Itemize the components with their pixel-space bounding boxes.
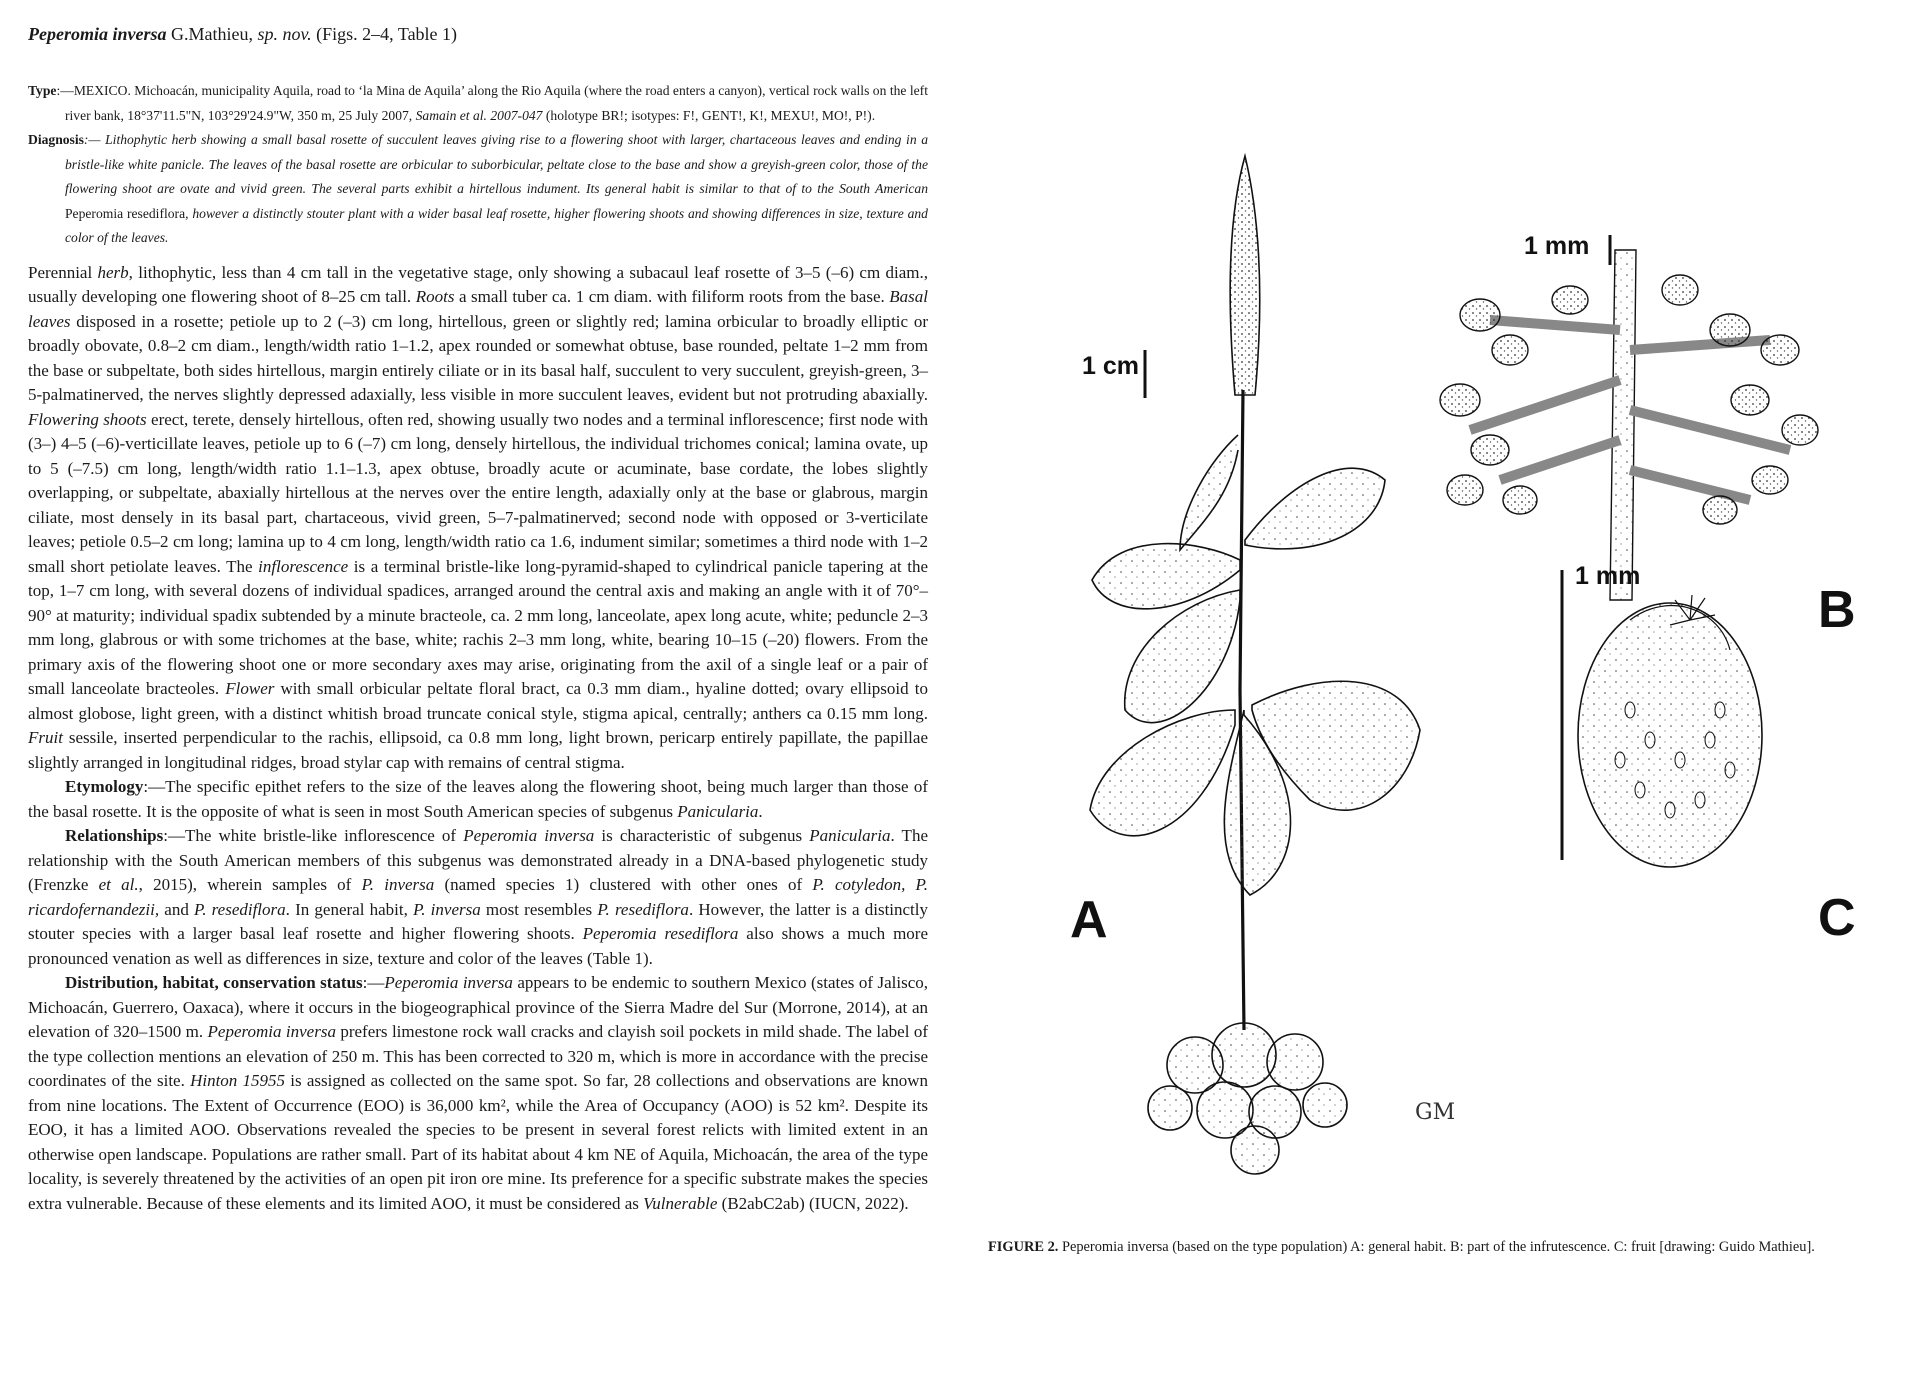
type-paragraph	[28, 79, 928, 128]
rel-italic: P. cotyledon, P. ricardofernandezii,	[28, 875, 929, 919]
panel-letter-c: C	[1818, 889, 1856, 947]
rel-text: . The relationship with the South American members of this subgenus was demonstrated already in a DNA-based phylogenetic study (Frenzke	[28, 826, 928, 894]
desc-term-fruit: Fruit	[28, 728, 63, 747]
rel-text: . In general habit,	[285, 899, 414, 919]
scale-label-b: 1 mm	[1524, 232, 1590, 260]
diagnosis-species: Peperomia resediflora	[65, 205, 186, 221]
rel-italic: Peperomia inversa	[463, 826, 595, 845]
diagnosis-paragraph	[28, 128, 928, 251]
desc-term-basal-leaves: Basal leaves	[28, 287, 929, 331]
rel-text: , 2015), wherein samples of	[138, 875, 362, 894]
desc-text: sessile, inserted perpendicular to the rachis, ellipsoid, ca 0.8 mm long, light brown, pericarp entirely papillate, the papillae slightly arranged in longitudinal ridges, broad stylar cap with remains of central stigma.	[28, 728, 928, 772]
rel-text: most resembles	[480, 899, 598, 919]
description-paragraph	[28, 261, 928, 776]
leaf	[1245, 468, 1385, 549]
desc-term-flower: Flower	[225, 679, 275, 698]
dist-italic: Vulnerable	[643, 1193, 718, 1213]
rel-italic: Panicularia	[809, 826, 891, 845]
etymology-subgenus: Panicularia	[677, 801, 759, 821]
desc-term-roots: Roots	[415, 287, 455, 306]
dist-text: is assigned as collected on the same spot. So far, 28 collections and observations are known from nine locations. The Extent of Occurrence (EOO) is 36,000 km², while the Area of Occupancy (AOO) is 52 km². Despite its EOO, it has a limited AOO. Observations revealed the species to be present in several forest relicts with limited extent in an otherwise open landscape. Populations are rather small. Part of its habitat about 4 km NE of Aquila, Michoacán, the area of the type locality, is severely threatened by the activities of an open pit iron ore mine. Its preference for a specific substrate makes the species extra vulnerable. Because of these elements and its limited AOO, it must be considered as	[28, 1071, 928, 1213]
basal-rosette	[1148, 1023, 1347, 1174]
rel-italic: P. resediflora	[194, 899, 286, 919]
leaf	[1090, 710, 1235, 836]
rachis	[1610, 250, 1636, 600]
fruit-body	[1578, 603, 1762, 867]
distribution-label: Distribution, habitat, conservation status	[65, 973, 363, 992]
scale-label-c: 1 mm	[1575, 562, 1641, 590]
desc-text: is a terminal bristle-like long-pyramid-shaped to cylindrical panicle tapering at the top, 1–7 cm long, with several dozens of individual spadices, arranged around the central axis and making an angle with it of 70°–90° at maturity; individual spadix subtended by a minute bracteole, ca. 2 mm long, lanceolate, apex long acute, white; peduncle 2–3 mm long, glabrous or with some trichomes at the base, white; rachis 2–3 mm long, white, bearing 10–15 (–20) flowers. From the primary axis of the flowering shoot one or more secondary axes may arise, originating from the axil of a single leaf or a pair of small lanceolate bracteoles.	[28, 556, 928, 698]
diagnosis-label: Diagnosis	[28, 132, 84, 147]
text-column	[28, 24, 928, 1216]
leaf	[1180, 435, 1238, 550]
rel-italic: et al.	[98, 875, 139, 894]
etymology-paragraph	[28, 775, 928, 824]
dist-text: appears to be endemic to southern Mexico (states of Jalisco, Michoacán, Guerrero, Oaxaca), where it occurs in the biogeographical province of the Sierra Madre del Sur (Morrone, 2014), at an elevation of 320–1500 m.	[28, 973, 928, 1041]
inflorescence-panicle	[1230, 156, 1260, 395]
panel-letter-a: A	[1070, 891, 1108, 949]
dist-italic: Peperomia inversa	[207, 1022, 336, 1041]
species-author: G.Mathieu,	[166, 24, 258, 44]
desc-text: disposed in a rosette; petiole up to 2 (–3) cm long, hirtellous, green or slightly red; lamina orbicular to broadly elliptic or broadly obovate, 0.8–2 cm diam., length/width ratio 1–1.2, apex rounded or somewhat obtuse, base rounded, peltate 1–2 mm from the base or subpeltate, both sides hirtellous, margin entirely ciliate or in its basal half, succulent to very succulent, greyish-green, 3–5-palmatinerved, the nerves slightly depressed adaxially, less visible in more succulent leaves, evident but not protruding abaxially.	[28, 311, 928, 404]
type-tail: (holotype BR!; isotypes: F!, GENT!, K!, MEXU!, MO!, P!).	[542, 107, 876, 123]
etymology-label: Etymology	[65, 777, 144, 796]
species-heading	[28, 24, 928, 45]
rel-text: is characteristic of subgenus	[594, 826, 810, 845]
rel-text: and	[159, 899, 195, 919]
desc-term-inflorescence: inflorescence	[258, 556, 349, 576]
diagnosis-tail: , however a distinctly stouter plant with a wider basal leaf rosette, higher flowering shoots and showing differences in size, texture and color of the leaves.	[65, 205, 928, 245]
diagnosis-text: :— Lithophytic herb showing a small basal rosette of succulent leaves giving rise to a flowering shoot with larger, chartaceous leaves and ending in a bristle-like white panicle. The leaves of the basal rosette are orbicular to suborbicular, peltate close to the base and show a greyish-green color, those of the flowering shoot are ovate and vivid green. The several parts exhibit a hirtellous indument. Its general habit is similar to that of to the South American	[65, 132, 928, 196]
rel-italic: Peperomia resediflora	[582, 924, 739, 943]
type-text: :—MEXICO. Michoacán, municipality Aquila, road to ‘la Mina de Aquila’ along the Rio Aquila (where the road enters a canyon), vertical rock walls on the left river bank, 18°37'11.5"N, 103°29'24.9"W, 350 m, 25 July 2007,	[56, 83, 928, 123]
species-name: Peperomia inversa	[28, 24, 167, 44]
etymology-text: :—The specific epithet refers to the size of the leaves along the flowering shoot, being much larger than those of the basal rosette. It is the opposite of what is seen in most South American species of subgenus	[28, 777, 928, 821]
panel-a-plant	[1090, 156, 1420, 1174]
desc-text: a small tuber ca. 1 cm diam. with filiform roots from the base.	[454, 287, 890, 306]
dist-text: :—	[362, 973, 385, 992]
species-status: sp. nov.	[257, 24, 312, 44]
scale-label-a: 1 cm	[1082, 352, 1139, 380]
rel-italic: P. resediflora	[597, 899, 689, 919]
desc-text: lithophytic, less than 4 cm tall in the vegetative stage, only showing a subacaul leaf rosette of 3–5 (–6) cm diam., usually developing one flowering shoot of 8–25 cm tall.	[28, 262, 929, 306]
botanical-illustration	[1030, 150, 1890, 1230]
leaf	[1125, 590, 1240, 723]
desc-text: erect, terete, densely hirtellous, often red, showing usually two nodes and a terminal inflorescence; first node with (3–) 4–5 (–6)-verticillate leaves, petiole up to 6 (–7) cm long, densely hirtellous, the individual trichomes conical; lamina ovate, up to 5 (–7.5) cm long, length/width ratio 1.1–1.3, apex obtuse, broadly acute or acuminate, base cordate, the lobes slightly overlapping, or subpeltate, abaxially hirtellous at the nerves over the entire length, adaxially only at the base or glabrous, margin ciliate, most densely in its basal part, chartaceous, vivid green, 5–7-palmatinerved; second node with opposed or 3-verticilate leaves; petiole 0.5–2 cm long; lamina up to 4 cm long, length/width ratio ca 1.6, indument similar; sometimes a third node with 1–2 small short petiolate leaves. The	[28, 409, 928, 576]
type-collector: Samain et al. 2007-047	[415, 107, 543, 123]
desc-term-herb: herb,	[97, 262, 133, 282]
dist-text: prefers limestone rock wall cracks and clayish soil pockets in mild shade. The label of the type collection mentions an elevation of 250 m. This has been corrected to 320 m, which is more in accordance with the precise coordinates of the site.	[28, 1022, 928, 1090]
rel-italic: P. inversa	[413, 899, 481, 919]
species-refs: (Figs. 2–4, Table 1)	[311, 24, 458, 44]
rel-text: . However, the latter is a distinctly stouter species with a larger basal leaf rosette and higher flowering shoots.	[28, 899, 929, 943]
dist-text: (B2abC2ab) (IUCN, 2022).	[717, 1193, 909, 1213]
figure-2	[1030, 150, 1890, 1230]
artist-signature: GM	[1415, 1100, 1456, 1125]
panel-b-infrutescence	[1440, 235, 1818, 600]
panel-c-fruit	[1562, 570, 1762, 867]
relationships-label: Relationships	[65, 826, 164, 845]
desc-text: Perennial	[28, 262, 98, 282]
panel-letter-b: B	[1818, 581, 1856, 639]
type-label: Type	[28, 83, 57, 98]
rel-text: :—The white bristle-like inflorescence of	[163, 826, 464, 845]
rel-text: also shows a much more pronounced venation as well as differences in size, texture and color of the leaves (Table 1).	[28, 924, 928, 968]
figure-caption	[988, 1235, 1888, 1259]
rel-text: (named species 1) clustered with other ones of	[434, 875, 813, 894]
caption-label: FIGURE 2.	[988, 1239, 1059, 1255]
etymology-tail: .	[758, 801, 763, 821]
desc-text: with small orbicular peltate floral bract, ca 0.3 mm diam., hyaline dotted; ovary ellipsoid to almost globose, light green, with a distinct whitish broad truncate conical style, stigma apical, centrally; anthers ca 0.15 mm long.	[28, 679, 928, 723]
distribution-paragraph	[28, 971, 928, 1216]
relationships-paragraph	[28, 824, 928, 971]
rel-italic: P. inversa	[361, 875, 435, 894]
dist-italic: Hinton 15955	[190, 1071, 286, 1090]
caption-text: Peperomia inversa (based on the type population) A: general habit. B: part of the infrutescence. C: fruit [drawing: Guido Mathieu].	[1058, 1239, 1815, 1255]
dist-italic: Peperomia inversa	[384, 973, 513, 992]
desc-term-flowering-shoots: Flowering shoots	[28, 409, 147, 429]
